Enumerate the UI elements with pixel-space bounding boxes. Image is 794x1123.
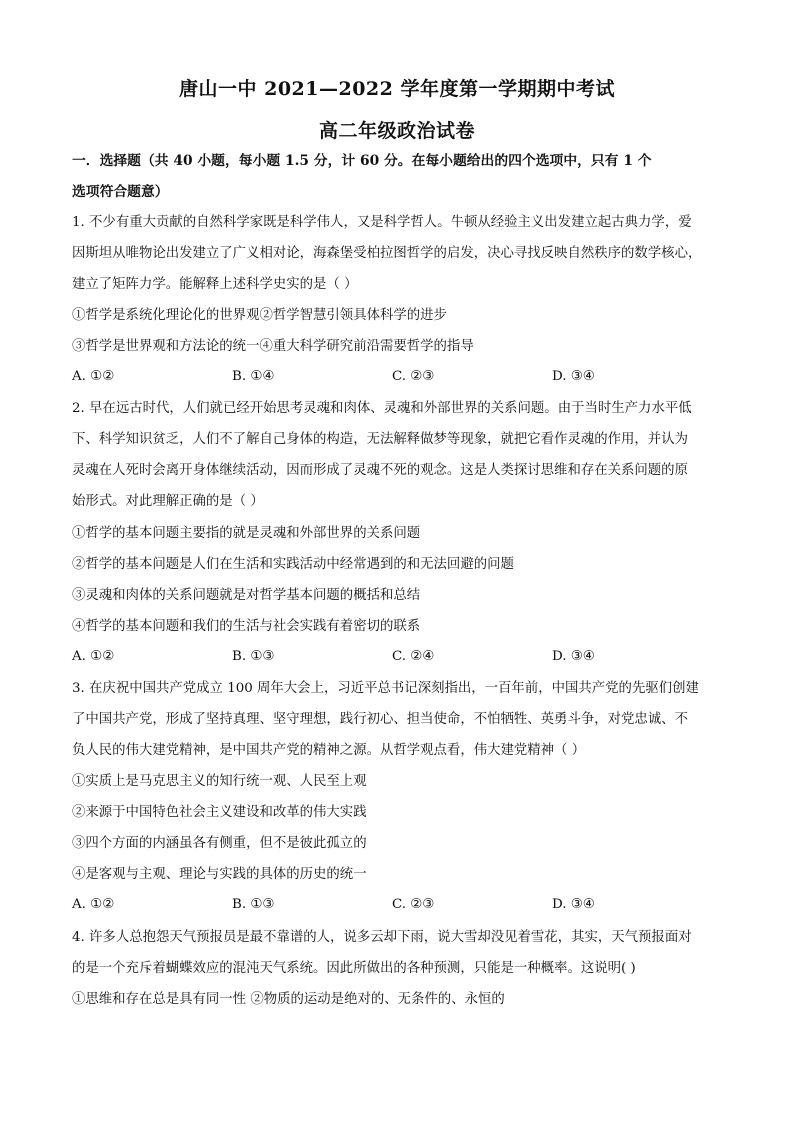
question-2-statement: ③灵魂和肉体的关系问题就是对哲学基本问题的概括和总结 [72, 588, 421, 603]
question-3-statement: ③四个方面的内涵虽各有侧重，但不是彼此孤立的 [72, 836, 367, 851]
question-3-statement: ①实质上是马克思主义的知行统一观、人民至上观 [72, 774, 367, 789]
question-3-stem: 3. 在庆祝中国共产党成立 100 周年大会上，习近平总书记深刻指出，一百年前，中国共产党的先驱们创建 [72, 681, 699, 696]
option-a[interactable]: A. ①② [72, 369, 115, 384]
option-b[interactable]: B. ①③ [232, 649, 275, 664]
question-4-statement: ①思维和存在总是具有同一性 ②物质的运动是绝对的、无条件的、永恒的 [72, 992, 505, 1007]
option-d[interactable]: D. ③④ [552, 649, 595, 664]
question-1-stem: 1. 不少有重大贡献的自然科学家既是科学伟人，又是科学哲人。牛顿从经验主义出发建立起古典力学，爱 [72, 215, 692, 230]
question-2-statement: ④哲学的基本问题和我们的生活与社会实践有着密切的联系 [72, 619, 421, 634]
question-2-stem: 下、科学知识贫乏，人们不了解自己身体的构造，无法解释做梦等现象，就把它看作灵魂的作用，并认为 [72, 432, 688, 447]
section-heading-line: 一．选择题（共 40 小题，每小题 1.5 分，计 60 分。在每小题给出的四个选项中，只有 1 个 [72, 153, 652, 169]
option-a[interactable]: A. ①② [72, 897, 115, 912]
question-1-stem: 建立了矩阵力学。能解释上述科学史实的是（ ） [72, 277, 358, 292]
option-b[interactable]: B. ①③ [232, 897, 275, 912]
option-c[interactable]: C. ②④ [392, 649, 435, 664]
exam-subtitle: 高二年级政治试卷 [318, 120, 475, 142]
question-2-stem: 灵魂在人死时会离开身体继续活动，因而形成了灵魂不死的观念。这是人类探讨思维和存在关系问题的原 [72, 463, 688, 478]
question-1-statement: ①哲学是系统化理论化的世界观②哲学智慧引领具体科学的进步 [72, 308, 447, 323]
question-4-stem: 的是一个充斥着蝴蝶效应的混沌天气系统。因此所做出的各种预测，只能是一种概率。这说明( ) [72, 961, 636, 976]
question-2-statement: ①哲学的基本问题主要指的就是灵魂和外部世界的关系问题 [72, 526, 421, 541]
question-1-options [72, 369, 732, 387]
option-b[interactable]: B. ①④ [232, 369, 275, 384]
question-2-stem: 始形式。对此理解正确的是（ ） [72, 494, 264, 509]
question-1-statement: ③哲学是世界观和方法论的统一④重大科学研究前沿需要哲学的指导 [72, 339, 474, 354]
question-4-stem: 4. 许多人总抱怨天气预报员是最不靠谱的人，说多云却下雨，说大雪却没见着雪花，其实，天气预报面对 [72, 930, 692, 945]
option-d[interactable]: D. ③④ [552, 369, 595, 384]
option-c[interactable]: C. ②③ [392, 897, 435, 912]
question-3-stem: 了中国共产党，形成了坚持真理、坚守理想，践行初心、担当使命，不怕牺牲、英勇斗争，对党忠诚、不 [72, 712, 688, 727]
question-2-options [72, 649, 732, 667]
question-1-stem: 因斯坦从唯物论出发建立了广义相对论，海森堡受柏拉图哲学的启发，决心寻找反映自然秩序的数学核心， [72, 246, 702, 261]
question-3-statement: ④是客观与主观、理论与实践的具体的历史的统一 [72, 867, 367, 882]
option-d[interactable]: D. ③④ [552, 897, 595, 912]
question-3-options [72, 897, 732, 915]
option-a[interactable]: A. ①② [72, 649, 115, 664]
question-2-statement: ②哲学的基本问题是人们在生活和实践活动中经常遇到的和无法回避的问题 [72, 557, 514, 572]
section-heading-line: 选项符合题意） [72, 184, 169, 200]
question-3-stem: 负人民的伟大建党精神，是中国共产党的精神之源。从哲学观点看，伟大建党精神（ ） [72, 743, 586, 758]
option-c[interactable]: C. ②③ [392, 369, 435, 384]
exam-title: 唐山一中 2021—2022 学年度第一学期期中考试 [179, 78, 615, 100]
question-3-statement: ②来源于中国特色社会主义建设和改革的伟大实践 [72, 805, 367, 820]
question-2-stem: 2. 早在远古时代，人们就已经开始思考灵魂和肉体、灵魂和外部世界的关系问题。由于当时生产力水平低 [72, 401, 692, 416]
